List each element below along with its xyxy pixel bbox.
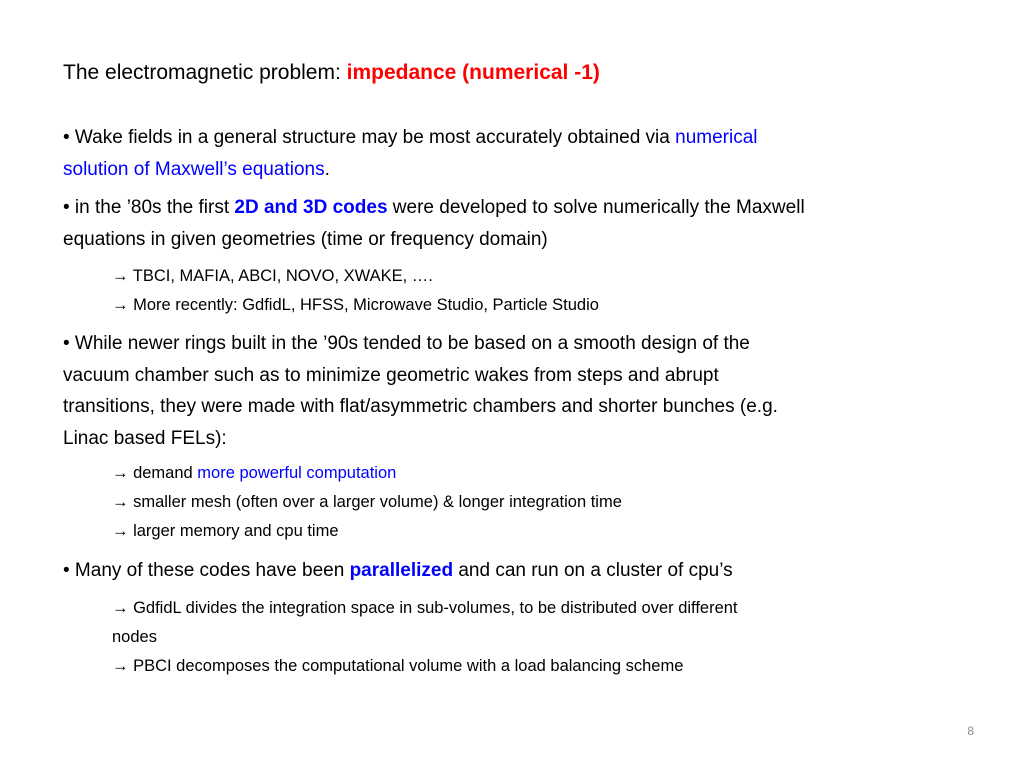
page-number: 8	[967, 724, 974, 738]
bullet-text: • Many of these codes have been	[63, 560, 350, 581]
title-highlight: impedance (numerical -1)	[346, 61, 600, 84]
bullet-line	[63, 555, 983, 587]
highlight-text: solution of Maxwell’s equations	[63, 158, 325, 180]
bullet-line	[63, 192, 983, 224]
sub-list-codes	[63, 262, 1024, 320]
bullet-line	[63, 122, 983, 154]
bullet-text: .	[324, 158, 330, 180]
bullet-line: transitions, they were made with flat/asymmetric chambers and shorter bunches (e.g.	[63, 396, 778, 417]
bullet-line: equations in given geometries (time or frequency domain)	[63, 228, 548, 250]
bullet-parallelized	[63, 555, 983, 587]
sub-list-demands	[63, 459, 1024, 546]
sub-list-parallel	[63, 594, 1024, 681]
bullet-line: • While newer rings built in the ’90s tended to be based on a smooth design of the	[63, 333, 750, 354]
highlight-text: more powerful computation	[197, 464, 397, 482]
sub-item	[112, 459, 1024, 488]
bullet-line: vacuum chamber such as to minimize geometric wakes from steps and abrupt	[63, 364, 719, 386]
sub-item: → smaller mesh (often over a larger volume) & longer integration time	[112, 493, 622, 511]
sub-item-continuation: nodes	[112, 628, 157, 646]
bullet-text: and can run on a cluster of cpu’s	[453, 560, 733, 581]
sub-item: → larger memory and cpu time	[112, 522, 339, 540]
bullet-text: • Wake fields in a general structure may be most accurately obtained via	[63, 127, 676, 148]
slide-title	[63, 58, 600, 88]
sub-item-text: → demand	[112, 464, 198, 482]
sub-item: → PBCI decomposes the computational volume with a load balancing scheme	[112, 657, 684, 675]
highlight-text: numerical	[675, 127, 758, 148]
bullet-wake-fields	[63, 122, 983, 185]
emphasis-text: parallelized	[349, 560, 454, 581]
bullet-line: Linac based FELs):	[63, 427, 227, 449]
bullet-text: • in the ’80s the first	[63, 197, 235, 218]
sub-item: → More recently: GdfidL, HFSS, Microwave Studio, Particle Studio	[112, 296, 599, 314]
emphasis-text: 2D and 3D codes	[234, 197, 388, 218]
title-prefix: The electromagnetic problem:	[63, 61, 347, 84]
bullet-line	[63, 154, 983, 186]
bullet-text: were developed to solve numerically the Maxwell	[387, 197, 805, 218]
sub-item: → GdfidL divides the integration space in sub-volumes, to be distributed over different	[112, 599, 738, 617]
bullet-newer-rings	[63, 328, 983, 454]
bullet-codes	[63, 192, 983, 255]
sub-item: → TBCI, MAFIA, ABCI, NOVO, XWAKE, ….	[112, 267, 433, 285]
